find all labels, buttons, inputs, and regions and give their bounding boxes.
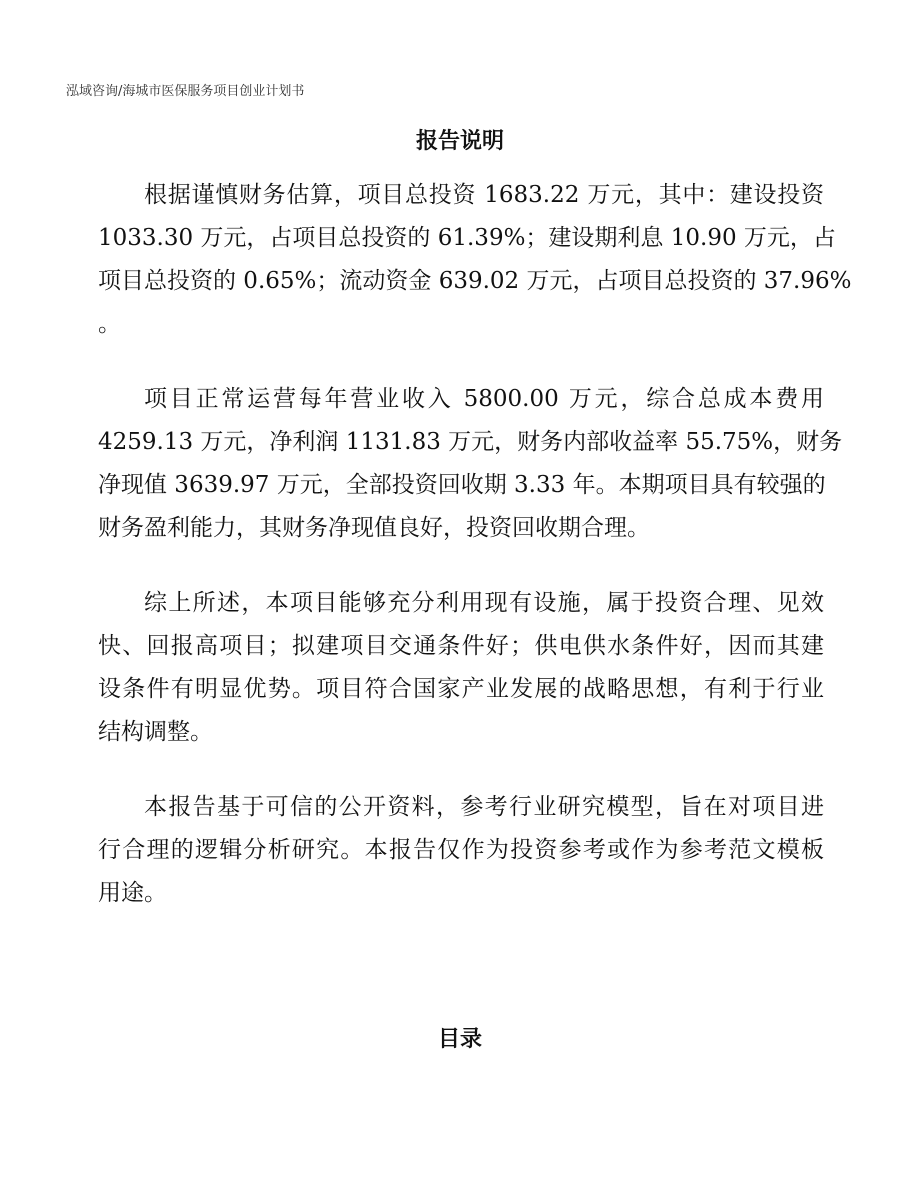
paragraph-line: 综上所述，本项目能够充分利用现有设施，属于投资合理、见效 bbox=[144, 590, 824, 616]
page-header: 泓域咨询/海城市医保服务项目创业计划书 bbox=[66, 84, 305, 99]
paragraph bbox=[98, 786, 824, 915]
paragraph-line: 根据谨慎财务估算，项目总投资 1683.22 万元，其中：建设投资 bbox=[144, 182, 824, 208]
paragraph-line: 。 bbox=[98, 311, 121, 337]
toc-title: 目录 bbox=[437, 1027, 482, 1052]
paragraph-line: 结构调整。 bbox=[98, 719, 213, 745]
paragraph bbox=[98, 378, 843, 550]
paragraph bbox=[98, 174, 852, 346]
paragraph-line: 快、回报高项目；拟建项目交通条件好；供电供水条件好，因而其建 bbox=[98, 633, 824, 659]
paragraph-line: 行合理的逻辑分析研究。本报告仅作为投资参考或作为参考范文模板 bbox=[98, 837, 824, 863]
paragraph-line: 净现值 3639.97 万元，全部投资回收期 3.33 年。本期项目具有较强的 bbox=[98, 472, 826, 498]
paragraph-line: 1033.30 万元，占项目总投资的 61.39%；建设期利息 10.90 万元，占 bbox=[98, 225, 836, 251]
report-body bbox=[98, 174, 852, 947]
paragraph-line: 财务盈利能力，其财务净现值良好，投资回收期合理。 bbox=[98, 515, 650, 541]
paragraph-line: 本报告基于可信的公开资料，参考行业研究模型，旨在对项目进 bbox=[144, 794, 824, 820]
paragraph-line: 项目总投资的 0.65%；流动资金 639.02 万元，占项目总投资的 37.96% bbox=[98, 268, 852, 294]
paragraph-line: 项目正常运营每年营业收入 5800.00 万元，综合总成本费用 bbox=[144, 386, 824, 412]
paragraph-line: 用途。 bbox=[98, 880, 167, 906]
paragraph-line: 设条件有明显优势。项目符合国家产业发展的战略思想，有利于行业 bbox=[98, 676, 824, 702]
report-title: 报告说明 bbox=[415, 129, 504, 154]
paragraph bbox=[98, 582, 824, 754]
paragraph-line: 4259.13 万元，净利润 1131.83 万元，财务内部收益率 55.75%，财务 bbox=[98, 429, 843, 455]
